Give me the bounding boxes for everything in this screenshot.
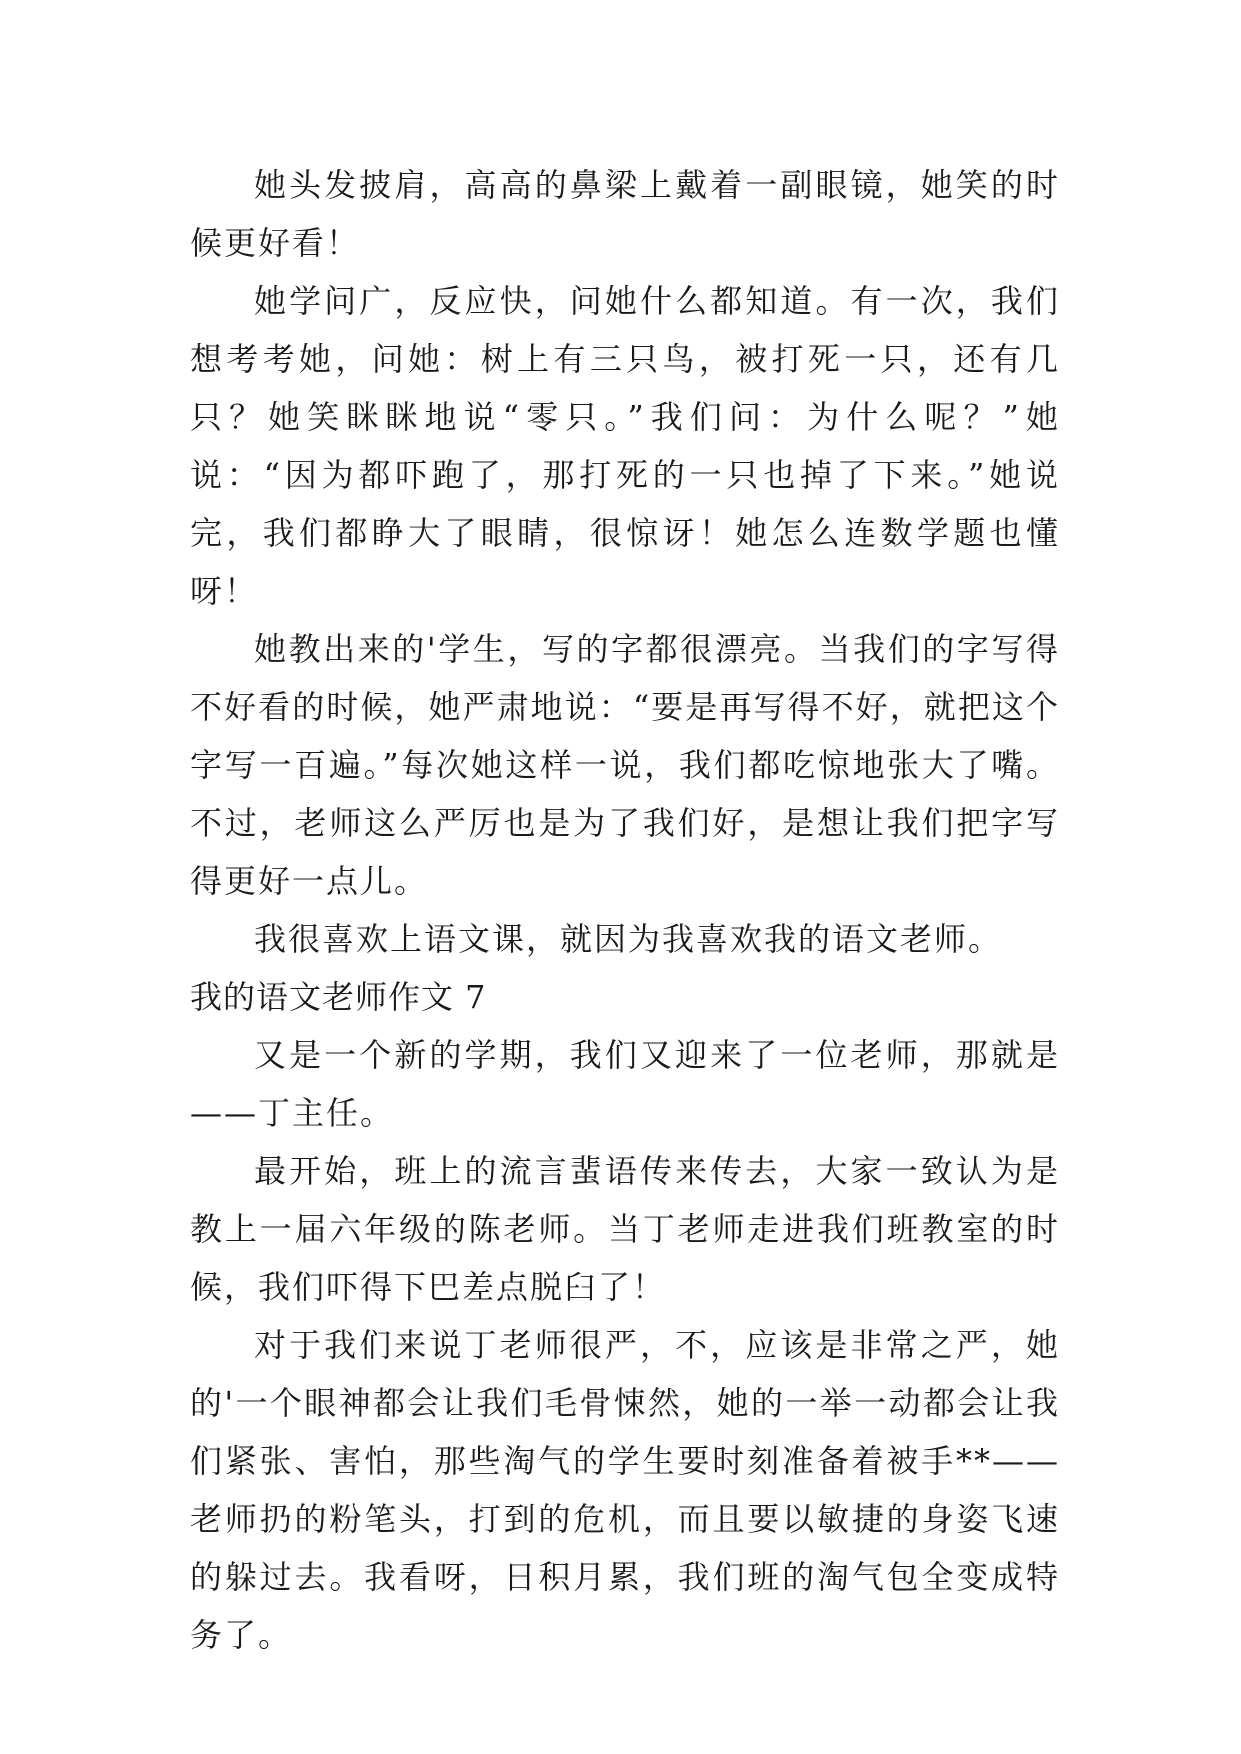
document-body (190, 156, 1060, 1664)
paragraph-new-semester: 又是一个新的学期，我们又迎来了一位老师，那就是——丁主任。 (190, 1036, 1060, 1132)
paragraph-handwriting: 她教出来的'学生，写的字都很漂亮。当我们的字写得不好看的时候，她严肃地说：“要是再写得不好，就把这个字写一百遍。”每次她这样一说，我们都吃惊地张大了嘴。不过，老师这么严厉也是为了我们好，是想让我们把字写得更好一点儿。 (190, 630, 1060, 900)
paragraph-rumors: 最开始，班上的流言蜚语传来传去，大家一致认为是教上一届六年级的陈老师。当丁老师走进我们班教室的时候，我们吓得下巴差点脱臼了！ (190, 1152, 1060, 1306)
essay-heading: 我的语文老师作文 7 (190, 978, 487, 1016)
paragraph-conclusion: 我很喜欢上语文课，就因为我喜欢我的语文老师。 (254, 920, 1003, 958)
paragraph-strictness: 对于我们来说丁老师很严，不，应该是非常之严，她的'一个眼神都会让我们毛骨悚然，她的一举一动都会让我们紧张、害怕，那些淘气的学生要时刻准备着被手**——老师扔的粉笔头，打到的危机，而且要以敏捷的身姿飞速的躲过去。我看呀，日积月累，我们班的淘气包全变成特务了。 (190, 1326, 1060, 1654)
paragraph-appearance: 她头发披肩，高高的鼻梁上戴着一副眼镜，她笑的时候更好看！ (190, 166, 1060, 262)
paragraph-knowledge: 她学问广，反应快，问她什么都知道。有一次，我们想考考她，问她：树上有三只鸟，被打死一只，还有几只？她笑眯眯地说“零只。”我们问：为什么呢？”她说：“因为都吓跑了，那打死的一只也掉了下来。”她说完，我们都睁大了眼睛，很惊讶！她怎么连数学题也懂呀！ (190, 282, 1060, 610)
